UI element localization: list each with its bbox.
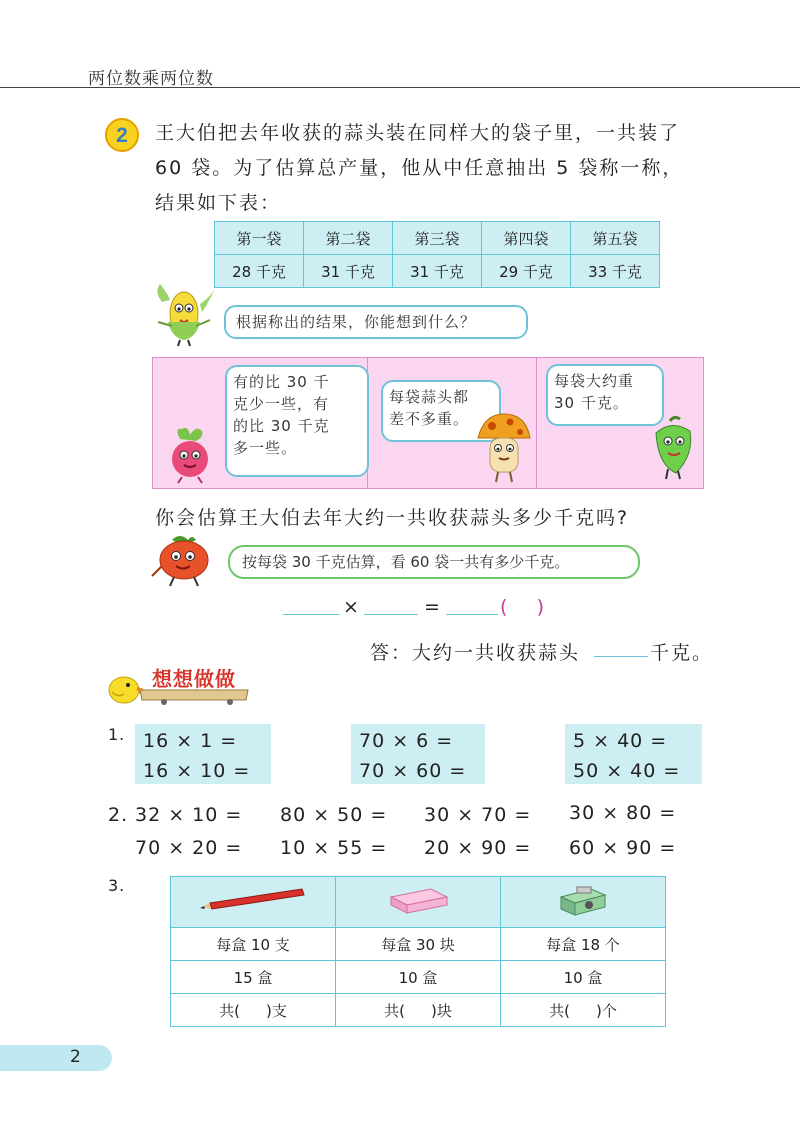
equation-blank-2[interactable] <box>364 614 418 615</box>
thought-line: 每袋蒜头都 <box>389 388 470 406</box>
calc-item: 10 × 55 = <box>280 837 388 859</box>
page-number-tab <box>0 1045 112 1071</box>
estimate-question: 你会估算王大伯去年大约一共收获蒜头多少千克吗? <box>155 507 630 529</box>
box-count-cell: 10 盒 <box>501 961 666 994</box>
item-image-cell <box>336 877 501 928</box>
calc-item: 16 × 10 = <box>143 760 251 782</box>
exercise-1-group-2 <box>351 724 485 784</box>
radish-character-icon <box>160 425 218 485</box>
calc-item: 32 × 10 = <box>135 804 243 826</box>
table-header-cell: 第五袋 <box>571 222 660 255</box>
table-header-cell: 第四袋 <box>482 222 571 255</box>
tomato-mascot-icon <box>148 532 218 588</box>
exercise-2-label: 2. <box>108 804 129 826</box>
sharpener-icon <box>555 881 611 919</box>
problem-line-3: 结果如下表： <box>155 192 282 214</box>
total-prefix: 共( <box>549 1001 570 1020</box>
calc-item: 20 × 90 = <box>424 837 532 859</box>
calc-item: 70 × 6 = <box>359 730 454 752</box>
chapter-title: 两位数乘两位数 <box>88 69 214 89</box>
per-box-cell: 每盒 18 个 <box>501 928 666 961</box>
thought-line: 多一些。 <box>233 439 298 457</box>
table-value-cell: 31 千克 <box>393 255 482 288</box>
calc-item: 30 × 80 = <box>569 802 677 824</box>
calc-item: 50 × 40 = <box>573 760 681 782</box>
total-cell[interactable] <box>171 994 336 1027</box>
item-image-cell <box>171 877 336 928</box>
calc-item: 16 × 1 = <box>143 730 238 752</box>
table-value-row <box>215 255 660 288</box>
item-image-cell <box>501 877 666 928</box>
table-header-cell: 第一袋 <box>215 222 304 255</box>
section-title: 想想做做 <box>152 667 236 691</box>
question-bubble <box>224 305 528 339</box>
calc-item: 80 × 50 = <box>280 804 388 826</box>
question-bubble-text: 根据称出的结果，你能想到什么？ <box>236 313 477 331</box>
calc-item: 60 × 90 = <box>569 837 677 859</box>
table-header-cell: 第三袋 <box>393 222 482 255</box>
calc-item: 30 × 70 = <box>424 804 532 826</box>
pepper-character-icon <box>646 415 700 481</box>
pencil-icon <box>198 885 308 915</box>
problem-line-1: 王大伯把去年收获的蒜头装在同样大的袋子里，一共装了 <box>155 122 681 144</box>
table-header-cell: 第二袋 <box>304 222 393 255</box>
total-cell[interactable] <box>336 994 501 1027</box>
per-box-cell: 每盒 30 块 <box>336 928 501 961</box>
thought-line: 30 千克。 <box>554 394 629 412</box>
answer-prefix: 答：大约一共收获蒜头 <box>370 642 581 664</box>
page-number: 2 <box>70 1047 81 1067</box>
per-box-cell: 每盒 10 支 <box>171 928 336 961</box>
table-value-cell: 31 千克 <box>304 255 393 288</box>
panel-divider <box>536 357 537 489</box>
thought-line: 差不多重。 <box>389 410 470 428</box>
times-sign: × <box>343 596 360 618</box>
unit-parentheses[interactable]: ( ) <box>500 596 545 618</box>
thought-bubble-1 <box>225 365 369 477</box>
total-suffix: )块 <box>431 1001 452 1020</box>
weight-table <box>214 221 660 288</box>
corn-mascot-icon <box>150 282 220 348</box>
hint-bubble-text: 按每袋 30 千克估算，看 60 袋一共有多少千克。 <box>242 553 570 571</box>
total-suffix: )支 <box>266 1001 287 1020</box>
chick-icon <box>104 670 144 706</box>
calc-item: 70 × 20 = <box>135 837 243 859</box>
stationery-table <box>170 876 666 1027</box>
equals-sign: = <box>424 596 441 618</box>
problem-line-2: 60 袋。为了估算总产量，他从中任意抽出 5 袋称一称， <box>155 157 684 179</box>
equation-blank-1[interactable] <box>283 614 339 615</box>
total-prefix: 共( <box>219 1001 240 1020</box>
table-header-row <box>215 222 660 255</box>
exercise-1-label: 1. <box>108 725 126 744</box>
mushroom-character-icon <box>474 412 534 484</box>
table-value-cell: 33 千克 <box>571 255 660 288</box>
thought-line: 克少一些，有 <box>233 395 330 413</box>
total-cell[interactable] <box>501 994 666 1027</box>
exercise-1-group-3 <box>565 724 702 784</box>
exercise-3-label: 3. <box>108 876 126 895</box>
answer-blank[interactable] <box>594 656 648 657</box>
equation-blank-3[interactable] <box>446 614 498 615</box>
thought-line: 有的比 30 千 <box>233 373 330 391</box>
total-suffix: )个 <box>596 1001 617 1020</box>
total-prefix: 共( <box>384 1001 405 1020</box>
answer-suffix: 千克。 <box>650 642 714 664</box>
problem-number-badge <box>104 117 140 153</box>
table-value-cell: 29 千克 <box>482 255 571 288</box>
calc-item: 5 × 40 = <box>573 730 668 752</box>
exercise-1-group-1 <box>135 724 271 784</box>
problem-number: 2 <box>116 124 128 147</box>
eraser-icon <box>383 883 453 917</box>
calc-item: 70 × 60 = <box>359 760 467 782</box>
hint-bubble <box>228 545 640 579</box>
thought-line: 的比 30 千克 <box>233 417 330 435</box>
table-value-cell: 28 千克 <box>215 255 304 288</box>
box-count-cell: 15 盒 <box>171 961 336 994</box>
thought-line: 每袋大约重 <box>554 372 635 390</box>
box-count-cell: 10 盒 <box>336 961 501 994</box>
header-divider <box>0 87 800 88</box>
